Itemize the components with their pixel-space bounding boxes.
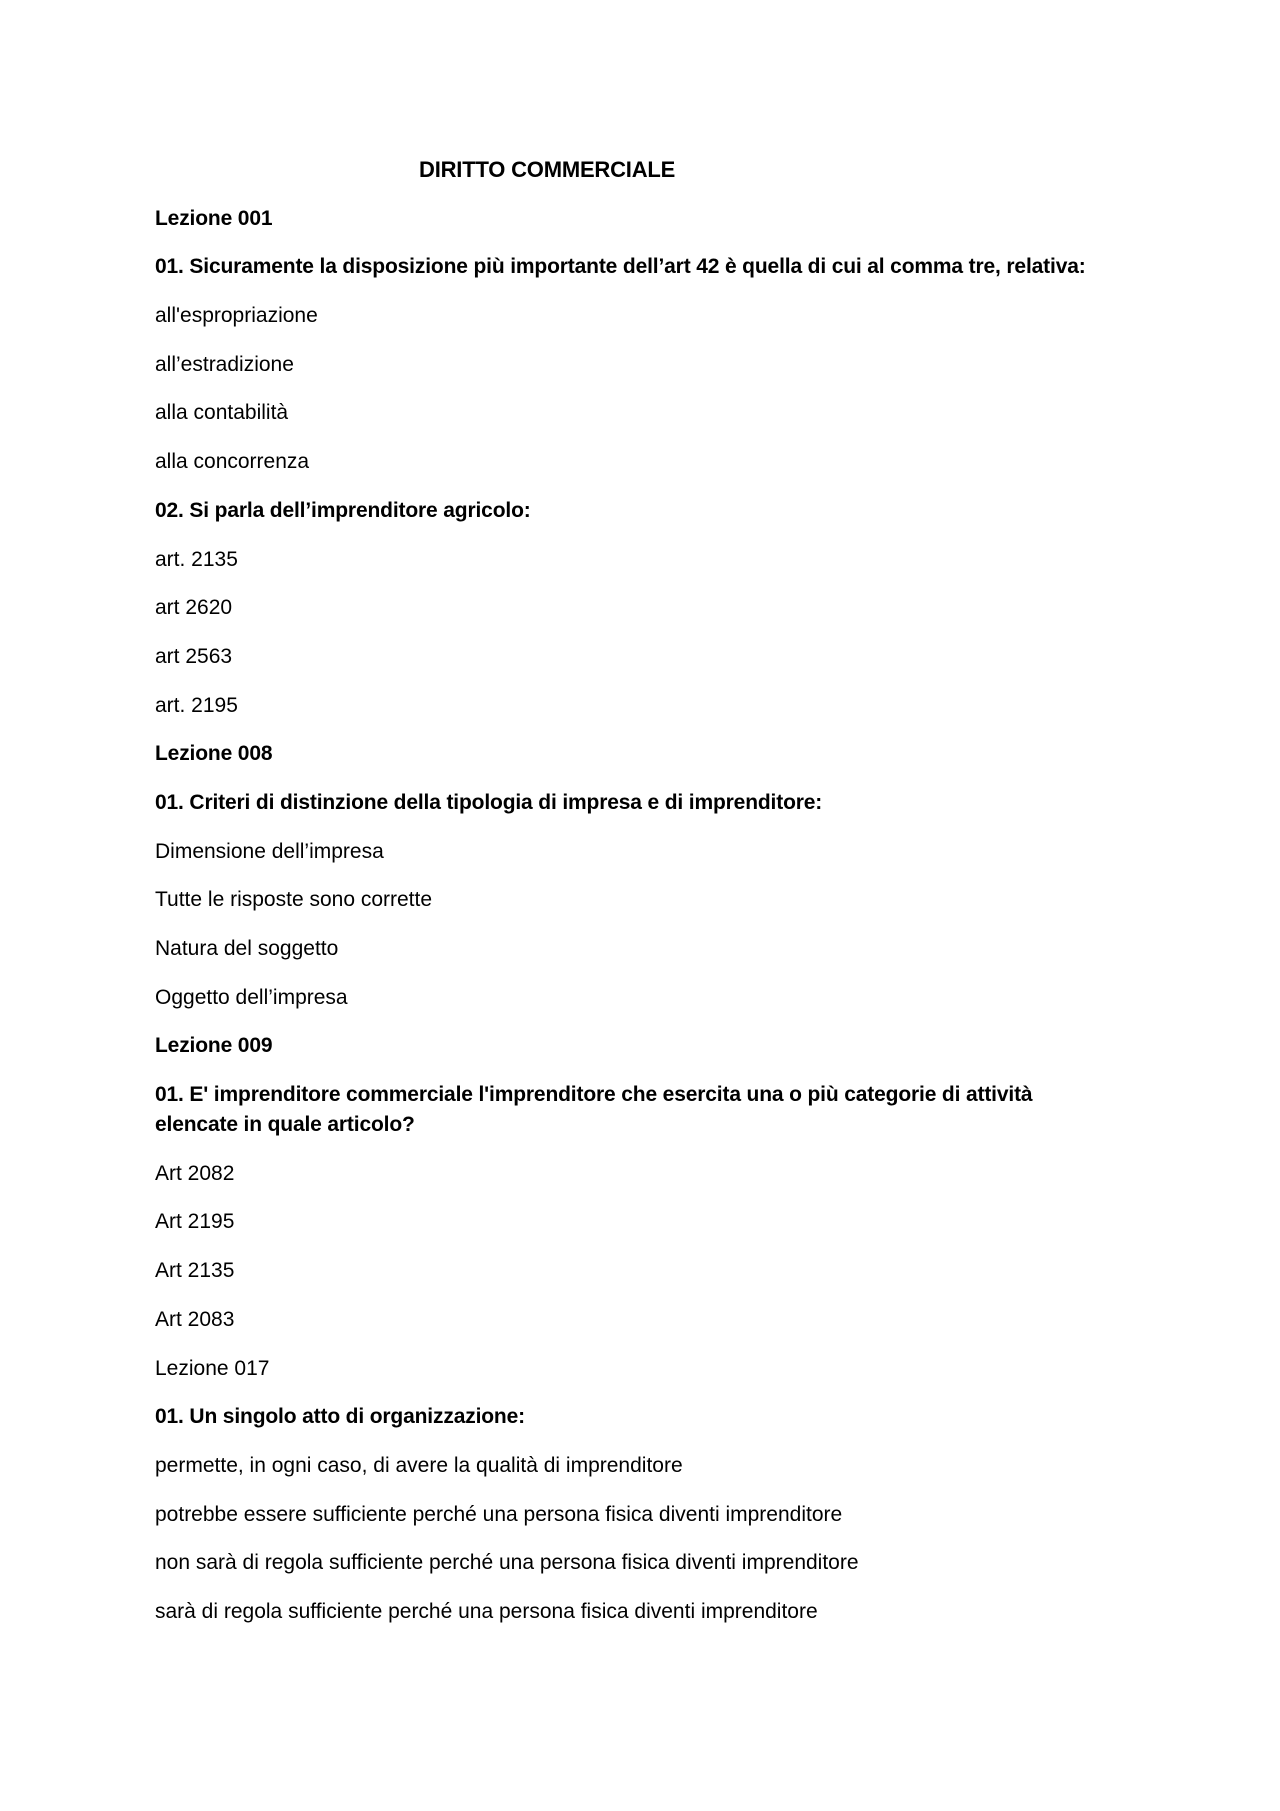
question-text: 01. Criteri di distinzione della tipologia di impresa e di imprenditore:: [155, 790, 823, 814]
answer-option: sarà di regola sufficiente perché una persona fisica diventi imprenditore: [155, 1599, 818, 1623]
answer-option: Tutte le risposte sono corrette: [155, 888, 433, 912]
question-text: [155, 1080, 1115, 1140]
answer-option: art 2563: [155, 644, 233, 668]
answer-option: art. 2195: [155, 693, 238, 717]
question-line: 01. E' imprenditore commerciale l'imprenditore che esercita una o più categorie di attività: [155, 1083, 1033, 1107]
answer-option: Art 2083: [155, 1307, 235, 1331]
question-text: 01. Sicuramente la disposizione più importante dell’art 42 è quella di cui al comma tre, relativa:: [155, 255, 1086, 279]
answer-option: Dimensione dell’impresa: [155, 839, 384, 863]
answer-option: Oggetto dell’impresa: [155, 985, 348, 1009]
answer-option: potrebbe essere sufficiente perché una persona fisica diventi imprenditore: [155, 1502, 843, 1526]
answer-option: permette, in ogni caso, di avere la qualità di imprenditore: [155, 1453, 683, 1477]
answer-option: all’estradizione: [155, 352, 294, 376]
document-page: [155, 155, 1115, 1627]
answer-option: all'espropriazione: [155, 304, 318, 328]
question-text: 02. Si parla dell’imprenditore agricolo:: [155, 498, 531, 522]
lesson-heading: Lezione 001: [155, 206, 273, 230]
answer-option: non sarà di regola sufficiente perché una persona fisica diventi imprenditore: [155, 1551, 859, 1575]
lesson-heading: Lezione 008: [155, 742, 273, 766]
question-line: elencate in quale articolo?: [155, 1113, 415, 1137]
answer-option: Art 2195: [155, 1210, 235, 1234]
answer-option: art. 2135: [155, 547, 238, 571]
answer-option: art 2620: [155, 596, 233, 620]
lesson-heading: Lezione 009: [155, 1034, 273, 1058]
question-text: 01. Un singolo atto di organizzazione:: [155, 1405, 525, 1429]
answer-option: alla contabilità: [155, 401, 289, 425]
answer-option: Art 2135: [155, 1259, 235, 1283]
answer-option: alla concorrenza: [155, 450, 310, 474]
document-title: DIRITTO COMMERCIALE: [419, 157, 676, 182]
answer-option: Art 2082: [155, 1161, 235, 1185]
lesson-heading: Lezione 017: [155, 1356, 270, 1380]
answer-option: Natura del soggetto: [155, 937, 339, 960]
